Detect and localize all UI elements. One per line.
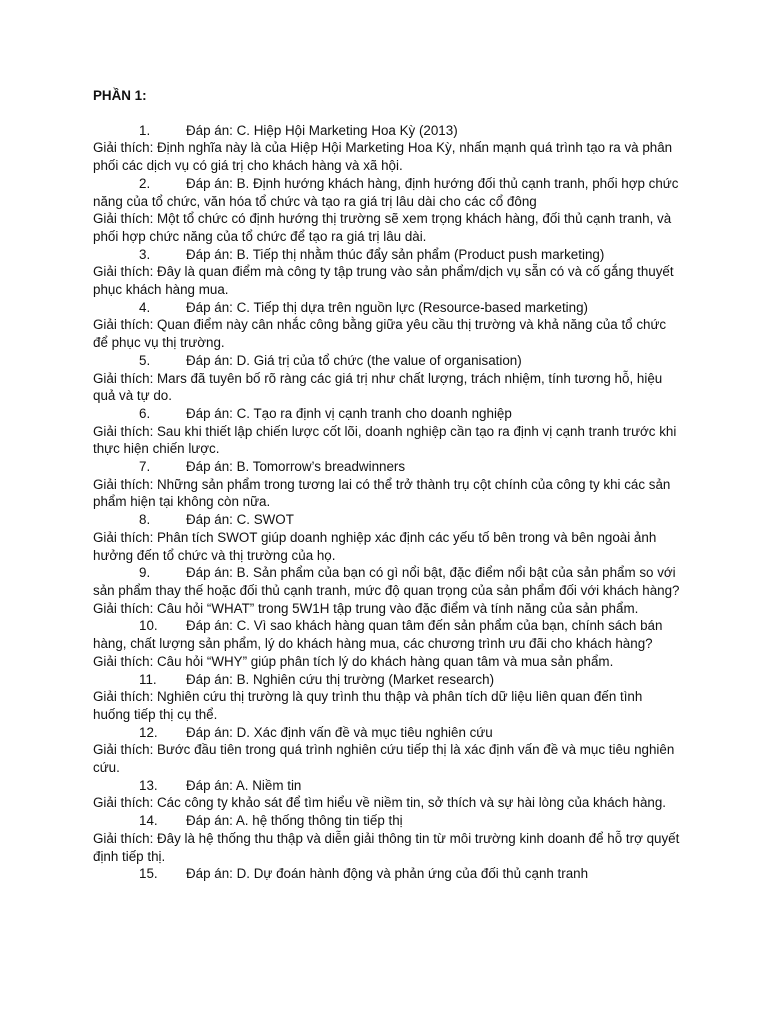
answer-text: Đáp án: A. hệ thống thông tin tiếp thị [186, 813, 403, 829]
item-number: 11. [139, 671, 157, 687]
item-number: 3. [139, 246, 151, 262]
explanation-text: Giải thích: Đây là quan điểm mà công ty tập trung vào sản phẩm/dịch vụ sẵn có và cố gắng thuyết phục khách hàng mua. [93, 264, 674, 298]
explanation-text: Giải thích: Những sản phẩm trong tương lai có thể trở thành trụ cột chính của công ty khi các sản phẩm hiện tại không còn nữa. [93, 476, 671, 510]
list-item [93, 175, 683, 246]
item-number: 13. [139, 777, 158, 793]
list-item [93, 865, 683, 883]
list-item [93, 724, 683, 777]
answer-line [93, 458, 683, 476]
answer-line [93, 777, 683, 795]
list-item [93, 671, 683, 724]
answer-text: Đáp án: D. Xác định vấn đề và mục tiêu nghiên cứu [186, 724, 493, 740]
document-page [93, 87, 683, 883]
item-number: 6. [139, 405, 151, 421]
item-number: 5. [139, 352, 151, 368]
answer-text: Đáp án: C. SWOT [186, 512, 294, 528]
answer-line [93, 511, 683, 529]
answer-text: Đáp án: D. Giá trị của tổ chức (the value of organisation) [186, 352, 522, 368]
explanation-text: Giải thích: Câu hỏi “WHAT” trong 5W1H tập trung vào đặc điểm và tính năng của sản phẩm. [93, 600, 639, 616]
list-item [93, 564, 683, 617]
answer-line [93, 671, 683, 689]
item-number: 10. [139, 618, 158, 634]
explanation-text: Giải thích: Phân tích SWOT giúp doanh nghiệp xác định các yếu tố bên trong và bên ngoài ảnh hưởng đến tổ chức và thị trường của họ. [93, 529, 657, 563]
answer-line [93, 246, 683, 264]
explanation-text: Giải thích: Định nghĩa này là của Hiệp Hội Marketing Hoa Kỳ, nhấn mạnh quá trình tạo ra và phân phối các dịch vụ có giá trị cho khách hàng và xã hội. [93, 140, 673, 174]
explanation-text: Giải thích: Sau khi thiết lập chiến lược cốt lõi, doanh nghiệp cần tạo ra định vị cạnh tranh trước khi thực hiện chiến lược. [93, 423, 677, 457]
explanation-text: Giải thích: Mars đã tuyên bố rõ ràng các giá trị như chất lượng, trách nhiệm, tính tương hỗ, hiệu quả và tự do. [93, 370, 663, 404]
answer-text: Đáp án: C. Vì sao khách hàng quan tâm đến sản phẩm của bạn, chính sách bán hàng, chất lượng sản phẩm, lý do khách hàng mua, các chương trình ưu đãi cho khách hàng? [93, 618, 663, 652]
list-item [93, 617, 683, 670]
answer-text: Đáp án: B. Nghiên cứu thị trường (Market research) [186, 671, 495, 687]
list-item [93, 812, 683, 865]
explanation-text: Giải thích: Câu hỏi “WHY” giúp phân tích lý do khách hàng quan tâm và mua sản phẩm. [93, 653, 614, 669]
list-item [93, 299, 683, 352]
answer-line [93, 405, 683, 423]
list-item [93, 511, 683, 564]
item-number: 8. [139, 512, 151, 528]
list-item [93, 458, 683, 511]
explanation-text: Giải thích: Quan điểm này cân nhắc công bằng giữa yêu cầu thị trường và khả năng của tổ chức để phục vụ thị trường. [93, 317, 667, 351]
answer-text: Đáp án: B. Sản phẩm của bạn có gì nổi bật, đặc điểm nổi bật của sản phẩm so với sản phẩm thay thế hoặc đối thủ cạnh tranh, mức độ quan trọng của sản phẩm đối với khách hàng? [93, 565, 680, 598]
item-number: 2. [139, 175, 151, 191]
answer-text: Đáp án: A. Niềm tin [186, 777, 302, 793]
explanation-text: Giải thích: Đây là hệ thống thu thập và diễn giải thông tin từ môi trường kinh doanh để hỗ trợ quyết định tiếp thị. [93, 830, 680, 864]
list-item [93, 777, 683, 812]
section-heading: PHẦN 1: [93, 88, 147, 103]
answer-line [93, 175, 683, 210]
list-item [93, 352, 683, 405]
explanation-text: Giải thích: Nghiên cứu thị trường là quy trình thu thập và phân tích dữ liệu liên quan đến tình huống tiếp thị cụ thể. [93, 689, 643, 722]
list-item [93, 405, 683, 458]
answer-line [93, 724, 683, 742]
answer-text: Đáp án: B. Tomorrow’s breadwinners [186, 459, 406, 475]
answer-text: Đáp án: B. Tiếp thị nhằm thúc đẩy sản phẩm (Product push marketing) [186, 246, 605, 262]
answer-line [93, 865, 683, 883]
answer-text: Đáp án: C. Tạo ra định vị cạnh tranh cho doanh nghiệp [186, 405, 512, 421]
item-number: 14. [139, 813, 158, 829]
answer-line [93, 122, 683, 140]
list-item [93, 122, 683, 175]
explanation-text: Giải thích: Một tổ chức có định hướng thị trường sẽ xem trọng khách hàng, đối thủ cạnh tranh, và phối hợp chức năng của tổ chức để tạo ra giá trị lâu dài. [93, 211, 672, 244]
answer-line [93, 617, 683, 652]
explanation-text: Giải thích: Bước đầu tiên trong quá trình nghiên cứu tiếp thị là xác định vấn đề và mục tiêu nghiên cứu. [93, 742, 675, 776]
item-number: 1. [139, 122, 151, 138]
answer-line [93, 564, 683, 599]
item-number: 15. [139, 866, 158, 882]
answer-text: Đáp án: D. Dự đoán hành động và phản ứng của đối thủ cạnh tranh [186, 866, 589, 882]
item-number: 9. [139, 565, 151, 581]
answer-text: Đáp án: B. Định hướng khách hàng, định hướng đối thủ cạnh tranh, phối hợp chức năng của tổ chức, văn hóa tổ chức và tạo ra giá trị lâu dài cho các cổ đông [93, 175, 679, 209]
answer-text: Đáp án: C. Tiếp thị dựa trên nguồn lực (Resource-based marketing) [186, 299, 588, 315]
answer-line [93, 352, 683, 370]
item-number: 12. [139, 724, 158, 740]
list-item [93, 246, 683, 299]
answer-text: Đáp án: C. Hiệp Hội Marketing Hoa Kỳ (2013) [186, 122, 458, 138]
item-number: 7. [139, 459, 151, 475]
answer-line [93, 299, 683, 317]
answer-line [93, 812, 683, 830]
item-number: 4. [139, 299, 151, 315]
explanation-text: Giải thích: Các công ty khảo sát để tìm hiểu về niềm tin, sở thích và sự hài lòng của khách hàng. [93, 795, 667, 811]
